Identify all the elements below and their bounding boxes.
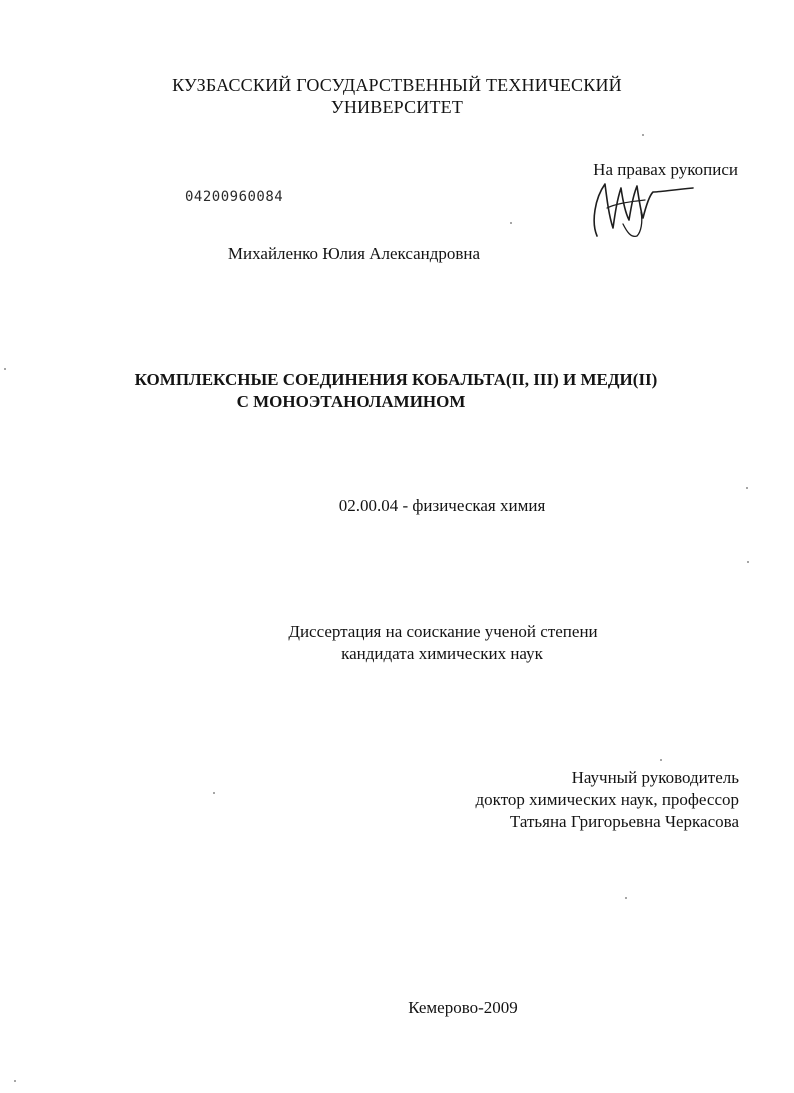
institution-name-line2: УНИВЕРСИТЕТ [330,97,464,117]
dissertation-title-line2: С МОНОЭТАНОЛАМИНОМ [236,392,466,411]
dissertation-title-line1: КОМПЛЕКСНЫЕ СОЕДИНЕНИЯ КОБАЛЬТА(II, III) И МЕДИ(II) [134,370,658,389]
scan-speck [625,897,627,899]
scan-speck [510,222,512,224]
scan-speck [746,487,748,489]
scan-speck [642,134,644,136]
scan-speck [660,759,662,761]
scan-speck [14,1080,16,1082]
scan-speck [747,561,749,563]
scan-speck [4,368,6,370]
degree-line2: кандидата химических наук [341,644,543,663]
city-year: Кемерово-2009 [408,998,518,1017]
scan-speck [213,792,215,794]
supervisor-credentials: доктор химических наук, профессор [475,790,739,809]
degree-line1: Диссертация на соискание ученой степени [288,622,598,641]
institution-name-line1: КУЗБАССКИЙ ГОСУДАРСТВЕННЫЙ ТЕХНИЧЕСКИЙ [172,75,622,95]
author-name: Михайленко Юлия Александровна [227,244,481,263]
specialty-code: 02.00.04 - физическая химия [338,496,546,515]
registration-number: 04200960084 [185,189,284,205]
supervisor-name: Татьяна Григорьевна Черкасова [509,812,739,831]
supervisor-role: Научный руководитель [571,768,739,787]
handwritten-signature [583,178,695,242]
manuscript-rights-note: На правах рукописи [593,160,738,179]
